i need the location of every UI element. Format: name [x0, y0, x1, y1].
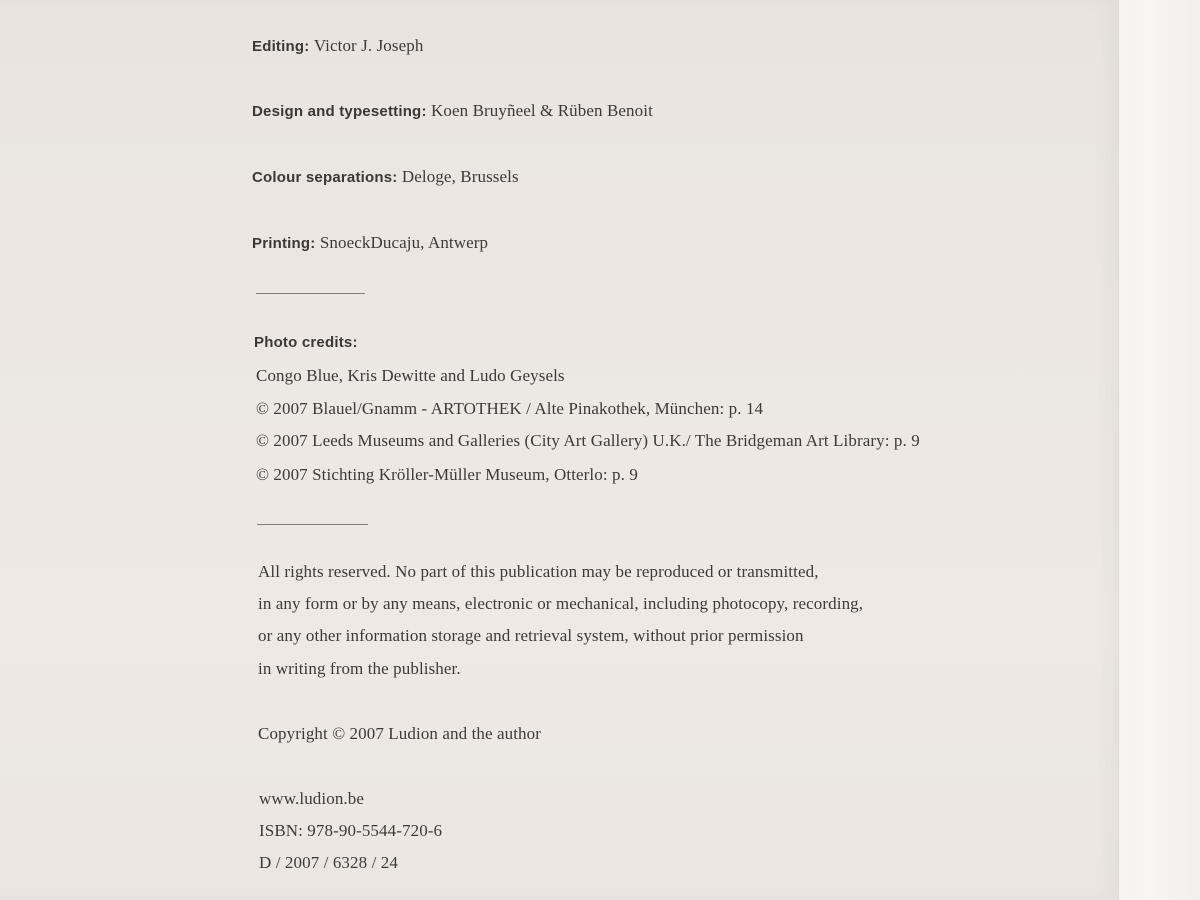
printing-value: SnoeckDucaju, Antwerp — [319, 233, 489, 252]
divider-2 — [257, 524, 368, 525]
printing-credit — [252, 233, 488, 253]
rights-line-4: in writing from the publisher. — [258, 659, 461, 678]
website-line: www.ludion.be — [259, 789, 365, 808]
editing-label: Editing — [252, 38, 305, 55]
rights-line-2: in any form or by any means, electronic or mechanical, including photocopy, recording, — [258, 594, 864, 613]
copyright-line: Copyright © 2007 Ludion and the author — [258, 724, 542, 743]
photo-credit-line-2: © 2007 Blauel/Gnamm - ARTOTHEK / Alte Pinakothek, München: p. 14 — [256, 399, 764, 418]
photo-credit-line-4: © 2007 Stichting Kröller-Müller Museum, Otterlo: p. 9 — [256, 465, 638, 484]
design-label: Design and typesetting — [252, 103, 422, 120]
printing-label: Printing — [252, 235, 311, 252]
colour-separator: : — [392, 169, 402, 186]
colour-label: Colour separations — [252, 169, 393, 186]
rights-line-1: All rights reserved. No part of this publication may be reproduced or transmitted, — [258, 562, 819, 581]
photo-credits-heading: Photo credits: — [254, 334, 358, 351]
design-separator: : — [421, 103, 432, 120]
photo-credit-line-3: © 2007 Leeds Museums and Galleries (City Art Gallery) U.K./ The Bridgeman Art Library: p. 9 — [256, 431, 920, 450]
editing-separator: : — [304, 38, 314, 55]
divider-1 — [256, 293, 365, 294]
design-value: Koen Bruyñeel & Rüben Benoit — [431, 101, 653, 120]
printing-separator: : — [310, 235, 320, 252]
editing-value: Victor J. Joseph — [313, 36, 424, 55]
colour-value: Deloge, Brussels — [401, 167, 519, 186]
design-credit — [252, 101, 653, 121]
editing-credit — [252, 36, 423, 56]
colour-credit — [252, 167, 519, 187]
rights-line-3: or any other information storage and retrieval system, without prior permission — [258, 626, 804, 645]
page-edge — [1118, 0, 1200, 900]
photo-credit-line-1: Congo Blue, Kris Dewitte and Ludo Geysels — [256, 366, 565, 385]
isbn-line: ISBN: 978-90-5544-720-6 — [259, 821, 443, 840]
legal-deposit-line: D / 2007 / 6328 / 24 — [259, 853, 398, 872]
